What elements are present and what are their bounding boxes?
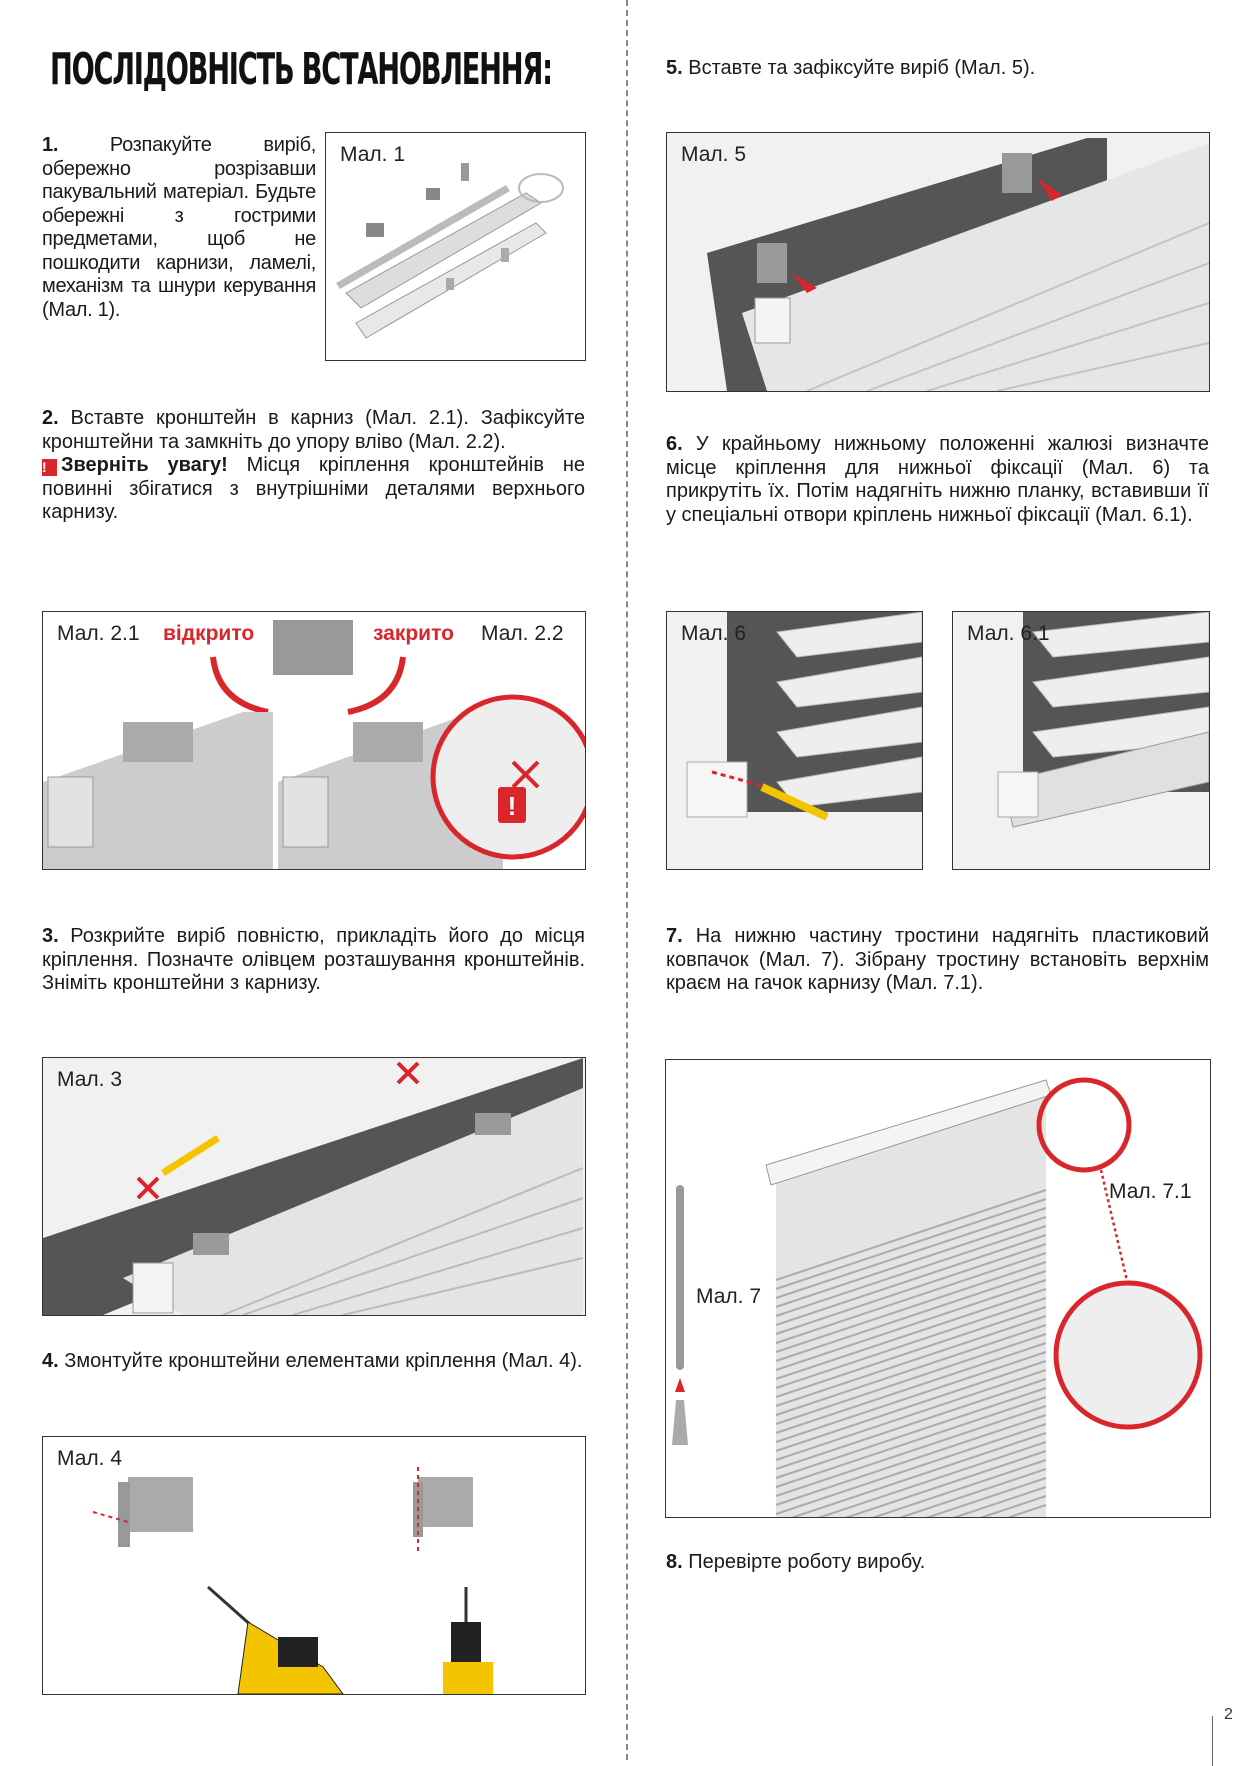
bottom-rail-illustration: [953, 612, 1209, 869]
step-7: 7. На нижню частину тростини надягніть пластиковий ковпачок (Мал. 7). Зібрану тростину встановіть верхнім краєм на гачок карнизу (Мал. 7.1).: [666, 925, 1209, 994]
marking-brackets-illustration: [43, 1058, 585, 1315]
bracket-insertion-illustration: [43, 612, 585, 869]
step-3: 3. Розкрийте виріб повністю, прикладіть його до місця кріплення. Позначте олівцем розташування кронштейнів. Зніміть кронштейни з карнизу.: [42, 925, 585, 994]
page-title: ПОСЛІДОВНІСТЬ ВСТАНОВЛЕННЯ:: [50, 44, 552, 95]
figure-1: Мал. 1: [325, 132, 586, 361]
page-number: 2: [1224, 1706, 1233, 1723]
fixing-headrail-illustration: [667, 133, 1209, 391]
svg-text:!: !: [507, 791, 517, 821]
figure-7: Мал. 7 Мал. 7.1: [665, 1059, 1211, 1518]
page-number-rule: [1212, 1716, 1213, 1766]
figure-5: Мал. 5: [666, 132, 1210, 392]
step-8: 8. Перевірте роботу виробу.: [666, 1551, 926, 1573]
column-divider: [626, 0, 628, 1760]
figure-6-1: Мал. 6.1: [952, 611, 1210, 870]
headrail-parts-illustration: [326, 133, 585, 360]
step-6: 6. У крайньому нижньому положенні жалюзі визначте місце кріплення для нижньої фіксації (Мал. 6) та прикрутіть їх. Потім надягніть нижню планку, вставивши її у спеціальні отвори кріплень нижньої фіксації (Мал. 6.1).: [666, 433, 1209, 526]
step-2: 2. Вставте кронштейн в карниз (Мал. 2.1). Зафіксуйте кронштейни та замкніть до упору вліво (Мал. 2.2). ! Зверніть увагу! Місця кріплення кронштейнів не повинні збігатися з внутрішніми деталями верхнього карнизу.: [42, 407, 585, 523]
warning-icon: !: [42, 459, 57, 476]
step-4: 4. Змонтуйте кронштейни елементами кріплення (Мал. 4).: [42, 1350, 583, 1372]
figure-2: Мал. 2.1 відкрито закрито Мал. 2.2 !: [42, 611, 586, 870]
step-5: 5. Вставте та зафіксуйте виріб (Мал. 5).: [666, 57, 1036, 79]
figure-3: Мал. 3: [42, 1057, 586, 1316]
bottom-fixing-mark-illustration: [667, 612, 922, 869]
figure-6: Мал. 6: [666, 611, 923, 870]
step-1: 1. Розпакуйте виріб, обережно розрізавши пакувальний матеріал. Будьте обережні з гострими предметами, щоб не пошкодити карнизи, ламелі, механізм та шнури керування (Мал. 1).: [42, 134, 316, 321]
drilling-illustration: [43, 1437, 585, 1694]
figure-4: Мал. 4: [42, 1436, 586, 1695]
